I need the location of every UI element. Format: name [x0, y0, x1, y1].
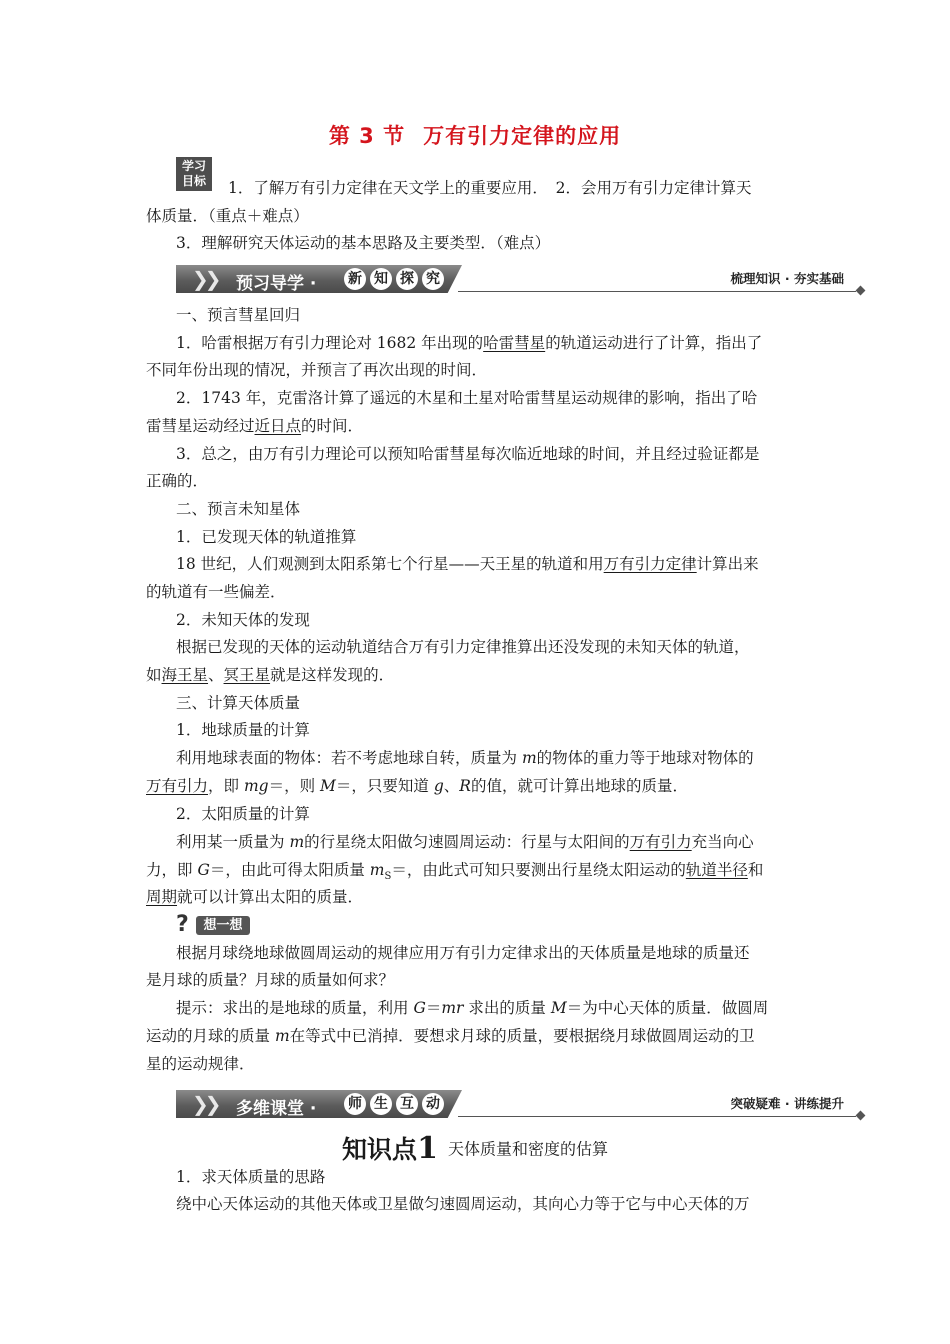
paragraph-line: 正确的． — [146, 472, 209, 490]
subheading: 2．未知天体的发现 — [176, 611, 310, 629]
paragraph-line: 1．哈雷根据万有引力理论对 1682 年出现的哈雷彗星的轨道运动进行了计算，指出了 — [176, 334, 763, 352]
objective-line: 体质量．（重点＋难点） — [146, 207, 309, 225]
diamond-icon — [856, 1111, 866, 1121]
heading: 二、预言未知星体 — [176, 500, 301, 518]
paragraph-line: 18 世纪，人们观测到太阳系第七个行星——天王星的轨道和用万有引力定律计算出来 — [176, 555, 759, 573]
paragraph-line: 万有引力，即 mg＝，则 M＝，只要知道 g、R的值，就可计算出地球的质量． — [146, 777, 688, 795]
objective-line: 1．了解万有引力定律在天文学上的重要应用． 2．会用万有引力定律计算天 — [228, 179, 752, 197]
heading: 一、预言彗星回归 — [176, 306, 301, 324]
paragraph-line: 周期就可以计算出太阳的质量． — [146, 888, 364, 906]
paragraph-line: 星的运动规律． — [146, 1055, 255, 1073]
paragraph-line: 根据月球绕地球做圆周运动的规律应用万有引力定律求出的天体质量是地球的质量还 — [176, 944, 750, 962]
paragraph-line: 提示：求出的是地球的质量，利用 G＝mr 求出的质量 M＝为中心天体的质量．做圆周 — [176, 999, 769, 1017]
paragraph-line: 雷彗星运动经过近日点的时间． — [146, 417, 364, 435]
paragraph-line: 如海王星、冥王星就是这样发现的． — [146, 666, 395, 684]
section-title: 第 3 节 万有引力定律的应用 — [328, 124, 622, 148]
knowledge-point-heading: 知识点1 天体质量和密度的估算 — [342, 1130, 608, 1166]
paragraph-line: 利用地球表面的物体：若不考虑地球自转，质量为 m的物体的重力等于地球对物体的 — [176, 749, 754, 767]
paragraph-line: 不同年份出现的情况，并预言了再次出现的时间． — [146, 361, 488, 379]
diamond-icon — [856, 286, 866, 296]
subheading: 1．已发现天体的轨道推算 — [176, 528, 357, 546]
paragraph-line: 2．1743 年，克雷洛计算了遥远的木星和土星对哈雷彗星运动规律的影响，指出了哈 — [176, 389, 758, 407]
paragraph-line: 的轨道有一些偏差． — [146, 583, 286, 601]
subheading: 1．求天体质量的思路 — [176, 1168, 326, 1186]
chevron-icon: ❯❯ — [192, 267, 218, 291]
paragraph-line: 根据已发现的天体的运动轨道结合万有引力定律推算出还没发现的未知天体的轨道， — [176, 638, 750, 656]
paragraph-line: 是月球的质量？月球的质量如何求？ — [146, 971, 395, 989]
heading: 三、计算天体质量 — [176, 694, 301, 712]
chevron-icon: ❯❯ — [192, 1092, 218, 1116]
question-icon: ? — [176, 912, 189, 937]
subheading: 2．太阳质量的计算 — [176, 805, 310, 823]
objective-line: 3．理解研究天体运动的基本思路及主要类型．（难点） — [176, 234, 551, 252]
paragraph-line: 力，即 G＝，由此可得太阳质量 $m_S=$，由此式可知只要测出行星绕太阳运动的轨道半径和 — [146, 861, 764, 883]
classroom-banner: ❯❯ 多维课堂 · 师 生 互 动 突破疑难 · 讲练提升 — [176, 1090, 866, 1120]
paragraph-line: 利用某一质量为 m的行星绕太阳做匀速圆周运动：行星与太阳间的万有引力充当向心 — [176, 833, 754, 851]
document-page: 第 3 节 万有引力定律的应用 学习 目标 1．了解万有引力定律在天文学上的重要应用． 2．会用万有引力定律计算天 体质量．（重点＋难点） 3．理解研究天体运动的基本思路及主要类型．（难点） ❯❯ 预习导学 · 新 知 探 究 梳理知识 · 夯实基础 一、预言彗星回归 1．哈雷根据万有引力理论对 1682 年出现的哈雷彗星的轨道运动进行了计算，指出了 不同年份出现的情况，并预言了再次出现的时间． 2．1743 年，克雷洛计算了遥远的木星和土星对哈雷彗星运动规律的影响，指出了哈 雷彗星运动经过近日点的时间． 3．总之，由万有引力理论可以预知哈雷彗星每次临近地球的时间，并且经过验证都是 正确的． 二、预言未知星体 1．已发现天体的轨道推算 18 世纪，人们观测到太阳系第七个行星——天王星的轨道和用万有引力定律计算出来 的轨道有一些偏差． 2．未知天体的发现 根据已发现的天体的运动轨道结合万有引力定律推算出还没发现的未知天体的轨道， 如海王星、冥王星就是这样发现的． 三、计算天体质量 1．地球质量的计算 利用地球表面的物体：若不考虑地球自转，质量为 m的物体的重力等于地球对物体的 万有引力，即 mg＝，则 M＝，只要知道 g、R的值，就可计算出地球的质量． 2．太阳质量的计算 利用某一质量为 m的行星绕太阳做匀速圆周运动：行星与太阳间的万有引力充当向心 力，即 G＝，由此可得太阳质量 $m_S=$，由此式可知只要测出行星绕太阳运动的轨道半径和 周期就可以计算出太阳的质量． ? 想一想 根据月球绕地球做圆周运动的规律应用万有引力定律求出的天体质量是地球的质量还 是月球的质量？月球的质量如何求？ 提示：求出的是地球的质量，利用 G＝mr 求出的质量 M＝为中心天体的质量．做圆周 运动的月球的质量 m在等式中已消掉．要想求月球的质量，要根据绕月球做圆周运动的卫 星的运动规律． ❯❯ 多维课堂 · 师 生 互 动 突破疑难 · 讲练提升 知识点1 天体质量和密度的估算 1．求天体质量的思路 绕中心天体运动的其他天体或卫星做匀速圆周运动，其向心力等于它与中心天体的万 — [0, 0, 950, 1344]
paragraph-line: 3．总之，由万有引力理论可以预知哈雷彗星每次临近地球的时间，并且经过验证都是 — [176, 445, 760, 463]
preview-banner: ❯❯ 预习导学 · 新 知 探 究 梳理知识 · 夯实基础 — [176, 265, 866, 295]
learning-goals-badge: 学习 目标 — [176, 157, 212, 191]
subheading: 1．地球质量的计算 — [176, 721, 310, 739]
paragraph-line: 绕中心天体运动的其他天体或卫星做匀速圆周运动，其向心力等于它与中心天体的万 — [176, 1195, 750, 1213]
paragraph-line: 运动的月球的质量 m在等式中已消掉．要想求月球的质量，要根据绕月球做圆周运动的卫 — [146, 1027, 755, 1045]
